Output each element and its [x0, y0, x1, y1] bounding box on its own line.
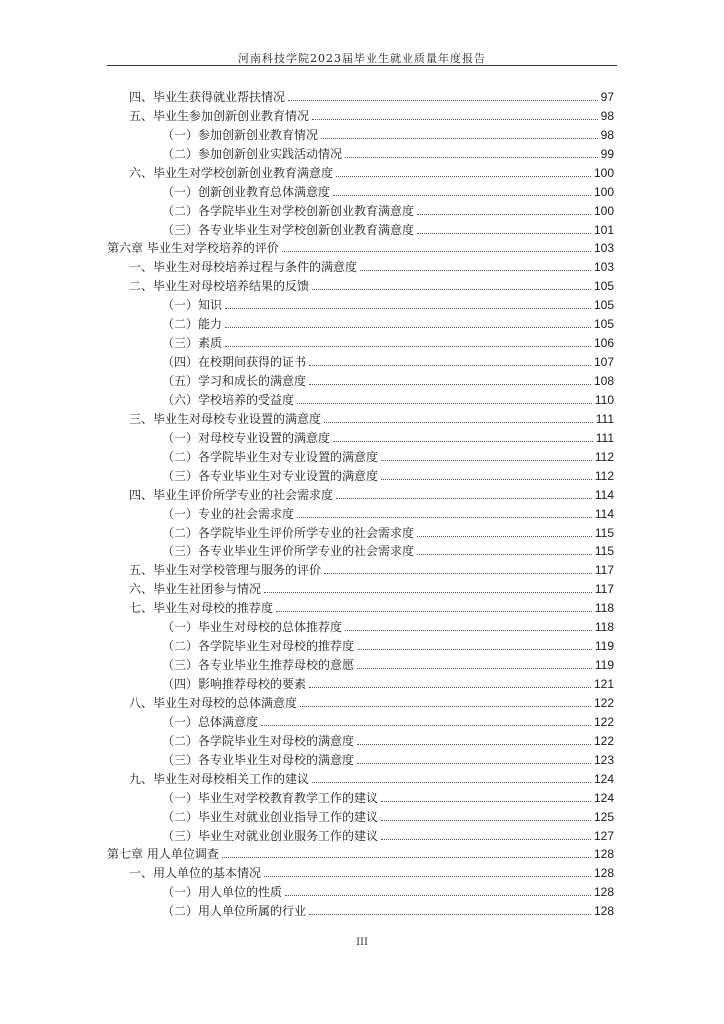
toc-entry-title: （三）各专业毕业生评价所学专业的社会需求度: [162, 544, 415, 559]
toc-entry[interactable]: [107, 275, 614, 294]
toc-entry[interactable]: [107, 597, 614, 616]
toc-entry-page: 117: [594, 582, 614, 597]
toc-entry-page: 111: [595, 411, 614, 426]
toc-entry-title: （二）各学院毕业生评价所学专业的社会需求度: [162, 525, 415, 540]
toc-entry[interactable]: [107, 313, 614, 332]
toc-entry[interactable]: [107, 825, 614, 844]
toc-entry[interactable]: [107, 105, 614, 124]
toc-entry-title: （二）各学院毕业生对专业设置的满意度: [162, 449, 379, 464]
dot-leader: [297, 403, 592, 404]
toc-entry-page: 103: [593, 241, 614, 256]
dot-leader: [381, 479, 592, 480]
toc-entry-title: （三）各专业毕业生推荐母校的意愿: [162, 658, 355, 673]
dot-leader: [417, 536, 592, 537]
toc-entry-page: 114: [594, 506, 614, 521]
dot-leader: [309, 384, 591, 385]
toc-entry-page: 110: [594, 392, 614, 407]
dot-leader: [381, 820, 591, 821]
dot-leader: [225, 308, 591, 309]
dot-leader: [264, 876, 591, 877]
toc-entry-page: 101: [593, 222, 614, 237]
toc-entry[interactable]: [107, 389, 614, 408]
toc-entry-page: 124: [593, 771, 614, 786]
toc-entry-title: （二）各学院毕业生对学校创新创业教育满意度: [162, 203, 415, 218]
toc-entry-page: 114: [594, 487, 614, 502]
dot-leader: [357, 668, 592, 669]
toc-entry-title: 五、毕业生参加创新创业教育情况: [129, 108, 310, 123]
dot-leader: [417, 554, 592, 555]
dot-leader: [225, 346, 591, 347]
toc-entry[interactable]: [107, 862, 614, 881]
toc-entry-page: 119: [594, 658, 614, 673]
dot-leader: [288, 100, 598, 101]
toc-entry-title: 七、毕业生对母校的推荐度: [129, 601, 274, 616]
toc-entry-title: （六）学校培养的受益度: [162, 392, 295, 407]
toc-entry-page: 122: [593, 695, 614, 710]
toc-entry-page: 108: [593, 374, 614, 388]
toc-entry-title: 六、毕业生社团参与情况: [129, 582, 262, 597]
dot-leader: [312, 119, 598, 120]
dot-leader: [381, 460, 592, 461]
toc-entry-page: 107: [593, 355, 614, 370]
toc-entry-page: 117: [594, 563, 614, 578]
dot-leader: [345, 630, 592, 631]
dot-leader: [357, 744, 591, 745]
dot-leader: [297, 517, 592, 518]
toc-entry-title: 一、用人单位的基本情况: [129, 866, 262, 881]
dot-leader: [309, 914, 591, 915]
toc-entry-page: 111: [595, 430, 614, 445]
toc-entry-title: （三）各专业毕业生对专业设置的满意度: [162, 468, 379, 483]
toc-entry-title: （一）用人单位的性质: [162, 885, 283, 900]
toc-entry-title: （二）毕业生对就业创业指导工作的建议: [162, 809, 379, 824]
toc-entry[interactable]: [107, 673, 614, 692]
dot-leader: [336, 498, 592, 499]
toc-entry-title: （五）学习和成长的满意度: [162, 374, 307, 388]
toc-entry-page: 100: [593, 165, 614, 180]
toc-entry-page: 97: [600, 89, 614, 104]
toc-entry-title: （三）毕业生对就业创业服务工作的建议: [162, 828, 379, 843]
toc-entry[interactable]: [107, 351, 614, 370]
page-number: III: [356, 937, 368, 948]
toc-entry-page: 128: [593, 847, 614, 862]
toc-entry-title: 九、毕业生对母校相关工作的建议: [129, 771, 310, 786]
toc-entry[interactable]: [107, 522, 614, 541]
toc-entry-page: 98: [600, 108, 614, 123]
toc-entry-page: 100: [593, 203, 614, 218]
toc-entry-title: （一）创新创业教育总体满意度: [162, 184, 331, 199]
toc-entry-title: （三）各专业毕业生对母校的满意度: [162, 752, 355, 767]
toc-entry[interactable]: [107, 749, 614, 768]
toc-entry[interactable]: [107, 370, 614, 389]
toc-entry[interactable]: [107, 900, 614, 919]
toc-entry-page: 121: [593, 677, 614, 691]
toc-entry-page: 105: [593, 279, 614, 294]
dot-leader: [357, 649, 592, 650]
toc-entry[interactable]: [107, 427, 614, 446]
toc-entry[interactable]: [107, 256, 614, 275]
toc-entry[interactable]: [107, 503, 614, 522]
toc-entry-title: 第七章 用人单位调查: [107, 847, 219, 862]
toc-entry-title: 五、毕业生对学校管理与服务的评价: [129, 563, 322, 578]
dot-leader: [333, 441, 593, 442]
toc-entry-page: 118: [594, 620, 614, 635]
toc-entry-title: （二）能力: [162, 317, 223, 332]
toc-entry-page: 123: [593, 752, 614, 767]
toc-entry[interactable]: [107, 143, 614, 162]
dot-leader: [276, 611, 592, 612]
toc-entry-page: 127: [593, 828, 614, 843]
toc-entry-title: （二）参加创新创业实践活动情况: [162, 146, 343, 161]
toc-entry-title: （一）总体满意度: [162, 714, 259, 729]
toc-entry[interactable]: [107, 654, 614, 673]
page-header: 河南科技学院2023届毕业生就业质量年度报告: [238, 52, 486, 65]
toc-entry[interactable]: [107, 162, 614, 181]
toc-entry[interactable]: [107, 711, 614, 730]
toc-entry-title: （四）影响推荐母校的要素: [162, 677, 307, 691]
toc-entry-page: 128: [593, 904, 614, 919]
dot-leader: [264, 592, 592, 593]
dot-leader: [309, 687, 591, 688]
toc-entry-page: 115: [594, 544, 614, 559]
toc-entry[interactable]: [107, 238, 614, 257]
toc-entry-title: 八、毕业生对母校的总体满意度: [129, 695, 298, 710]
toc-entry-page: 125: [593, 809, 614, 824]
toc-entry[interactable]: [107, 200, 614, 219]
dot-leader: [261, 725, 591, 726]
toc-entry-page: 112: [594, 449, 614, 464]
toc-entry-title: （二）各学院毕业生对母校的推荐度: [162, 639, 355, 654]
toc-entry-title: （一）专业的社会需求度: [162, 506, 295, 521]
dot-leader: [333, 195, 591, 196]
table-of-contents: [107, 86, 614, 919]
toc-entry[interactable]: [107, 219, 614, 238]
toc-entry-page: 103: [593, 260, 614, 275]
toc-entry-title: 三、毕业生对母校专业设置的满意度: [129, 411, 322, 426]
toc-entry-title: （一）参加创新创业教育情况: [162, 127, 319, 142]
toc-entry-page: 105: [593, 298, 614, 313]
toc-entry[interactable]: [107, 730, 614, 749]
toc-entry[interactable]: [107, 616, 614, 635]
toc-entry-page: 98: [600, 127, 614, 142]
toc-entry[interactable]: [107, 332, 614, 351]
dot-leader: [381, 839, 591, 840]
dot-leader: [357, 763, 591, 764]
toc-entry-title: 二、毕业生对母校培养结果的反馈: [129, 279, 310, 294]
toc-entry-page: 118: [594, 601, 614, 616]
dot-leader: [324, 573, 592, 574]
toc-entry-page: 128: [593, 866, 614, 881]
toc-entry[interactable]: [107, 635, 614, 654]
toc-entry[interactable]: [107, 484, 614, 503]
dot-leader: [417, 233, 591, 234]
toc-entry[interactable]: [107, 578, 614, 597]
toc-entry[interactable]: [107, 465, 614, 484]
toc-entry[interactable]: [107, 768, 614, 787]
toc-entry-title: 六、毕业生对学校创新创业教育满意度: [129, 165, 334, 180]
toc-entry-page: 105: [593, 317, 614, 332]
toc-entry[interactable]: [107, 408, 614, 427]
dot-leader: [381, 801, 591, 802]
toc-entry-title: （三）各专业毕业生对学校创新创业教育满意度: [162, 222, 415, 237]
toc-entry-title: 一、毕业生对母校培养过程与条件的满意度: [129, 260, 358, 275]
dot-leader: [222, 857, 591, 858]
dot-leader: [321, 138, 598, 139]
dot-leader: [336, 176, 591, 177]
toc-entry-title: （一）对母校专业设置的满意度: [162, 430, 331, 445]
toc-entry-title: （一）毕业生对母校的总体推荐度: [162, 620, 343, 635]
dot-leader: [345, 157, 598, 158]
dot-leader: [285, 895, 591, 896]
dot-leader: [282, 251, 591, 252]
toc-entry-title: （四）在校期间获得的证书: [162, 355, 307, 370]
toc-entry-title: 四、毕业生获得就业帮扶情况: [129, 89, 286, 104]
toc-entry[interactable]: [107, 806, 614, 825]
dot-leader: [225, 327, 591, 328]
toc-entry-page: 122: [593, 733, 614, 748]
toc-entry-page: 100: [593, 184, 614, 199]
toc-entry[interactable]: [107, 86, 614, 105]
toc-entry-page: 128: [593, 885, 614, 900]
toc-entry[interactable]: [107, 787, 614, 806]
dot-leader: [312, 782, 591, 783]
toc-entry-title: （一）知识: [162, 298, 223, 313]
toc-entry-page: 99: [600, 146, 614, 161]
dot-leader: [309, 365, 591, 366]
toc-entry-title: 四、毕业生评价所学专业的社会需求度: [129, 487, 334, 502]
toc-entry[interactable]: [107, 124, 614, 143]
toc-entry-page: 115: [594, 525, 614, 540]
toc-entry[interactable]: [107, 541, 614, 560]
toc-entry[interactable]: [107, 181, 614, 200]
dot-leader: [300, 706, 591, 707]
toc-entry-title: （二）各学院毕业生对母校的满意度: [162, 733, 355, 748]
toc-entry-page: 119: [594, 639, 614, 654]
toc-entry-title: （一）毕业生对学校教育教学工作的建议: [162, 790, 379, 805]
toc-entry-page: 106: [593, 336, 614, 351]
toc-entry-title: 第六章 毕业生对学校培养的评价: [107, 241, 279, 256]
dot-leader: [324, 422, 593, 423]
toc-entry-title: （三）素质: [162, 336, 223, 351]
toc-entry[interactable]: [107, 692, 614, 711]
toc-entry-page: 122: [593, 714, 614, 729]
dot-leader: [312, 289, 591, 290]
dot-leader: [360, 270, 591, 271]
toc-entry[interactable]: [107, 844, 614, 863]
toc-entry[interactable]: [107, 446, 614, 465]
toc-entry[interactable]: [107, 559, 614, 578]
toc-entry-title: （二）用人单位所属的行业: [162, 904, 307, 919]
toc-entry-page: 124: [593, 790, 614, 805]
toc-entry-page: 112: [594, 468, 614, 483]
toc-entry[interactable]: [107, 294, 614, 313]
toc-entry[interactable]: [107, 881, 614, 900]
dot-leader: [417, 214, 591, 215]
header-divider: [107, 65, 617, 66]
